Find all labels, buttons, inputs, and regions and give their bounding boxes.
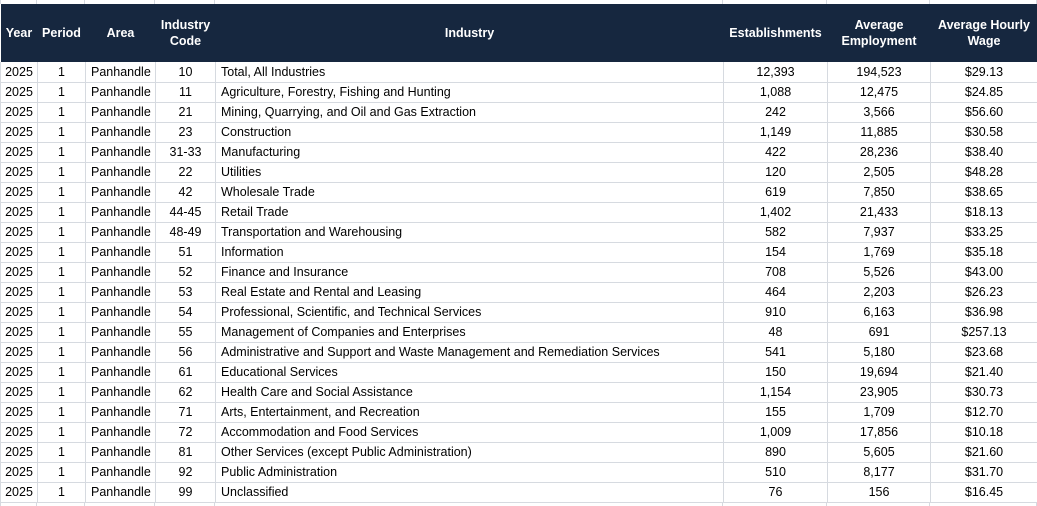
cell-avg-hourly-wage[interactable]: $24.85 xyxy=(931,82,1037,102)
cell-avg-employment[interactable]: 691 xyxy=(828,322,931,342)
cell-avg-employment[interactable]: 5,180 xyxy=(828,342,931,362)
cell-avg-hourly-wage[interactable]: $35.18 xyxy=(931,242,1037,262)
cell-year[interactable]: 2025 xyxy=(1,182,38,202)
cell-industry-code[interactable]: 22 xyxy=(156,162,216,182)
cell-establishments[interactable]: 464 xyxy=(724,282,828,302)
cell-establishments[interactable]: 1,149 xyxy=(724,122,828,142)
cell-year[interactable]: 2025 xyxy=(1,402,38,422)
cell-avg-employment[interactable]: 156 xyxy=(828,482,931,502)
cell-avg-hourly-wage[interactable]: $38.65 xyxy=(931,182,1037,202)
table-row xyxy=(1,462,1037,482)
cell-industry-code[interactable]: 61 xyxy=(156,362,216,382)
table-row xyxy=(1,82,1037,102)
cell-industry[interactable]: Unclassified xyxy=(216,482,724,502)
cell-avg-employment[interactable]: 8,177 xyxy=(828,462,931,482)
cell-area[interactable]: Panhandle xyxy=(86,402,156,422)
cell-industry-code[interactable]: 56 xyxy=(156,342,216,362)
cell-industry[interactable]: Educational Services xyxy=(216,362,724,382)
table-row xyxy=(1,322,1037,342)
cell-industry[interactable]: Information xyxy=(216,242,724,262)
cell-period[interactable]: 1 xyxy=(38,262,86,282)
table-row xyxy=(1,282,1037,302)
cell-avg-employment[interactable]: 5,526 xyxy=(828,262,931,282)
cell-period[interactable]: 1 xyxy=(38,242,86,262)
cell-industry[interactable]: Management of Companies and Enterprises xyxy=(216,322,724,342)
cell-industry-code[interactable]: 31-33 xyxy=(156,142,216,162)
cell-industry-code[interactable]: 21 xyxy=(156,102,216,122)
header-avg-hourly-wage[interactable]: Average Hourly Wage xyxy=(931,4,1037,62)
cell-industry-code[interactable]: 51 xyxy=(156,242,216,262)
cell-industry-code[interactable]: 55 xyxy=(156,322,216,342)
cell-industry[interactable]: Transportation and Warehousing xyxy=(216,222,724,242)
cell-industry[interactable]: Health Care and Social Assistance xyxy=(216,382,724,402)
cell-industry[interactable]: Manufacturing xyxy=(216,142,724,162)
cell-avg-employment[interactable]: 6,163 xyxy=(828,302,931,322)
cell-avg-hourly-wage[interactable]: $56.60 xyxy=(931,102,1037,122)
cell-industry[interactable]: Arts, Entertainment, and Recreation xyxy=(216,402,724,422)
cell-establishments[interactable]: 708 xyxy=(724,262,828,282)
cell-year[interactable]: 2025 xyxy=(1,442,38,462)
cell-period[interactable]: 1 xyxy=(38,402,86,422)
cell-industry-code[interactable]: 42 xyxy=(156,182,216,202)
cell-year[interactable]: 2025 xyxy=(1,242,38,262)
cell-industry[interactable]: Administrative and Support and Waste Management and Remediation Services xyxy=(216,342,724,362)
cell-year[interactable]: 2025 xyxy=(1,202,38,222)
cell-area[interactable]: Panhandle xyxy=(86,222,156,242)
table-row xyxy=(1,402,1037,422)
table-row xyxy=(1,242,1037,262)
cell-avg-hourly-wage[interactable]: $18.13 xyxy=(931,202,1037,222)
header-period[interactable]: Period xyxy=(38,4,86,62)
cell-avg-employment[interactable]: 1,709 xyxy=(828,402,931,422)
partial-row-below xyxy=(0,503,1037,506)
cell-year[interactable]: 2025 xyxy=(1,142,38,162)
table-row xyxy=(1,482,1037,502)
cell-establishments[interactable]: 910 xyxy=(724,302,828,322)
cell-industry[interactable]: Mining, Quarrying, and Oil and Gas Extraction xyxy=(216,102,724,122)
cell-industry[interactable]: Public Administration xyxy=(216,462,724,482)
cell-establishments[interactable]: 150 xyxy=(724,362,828,382)
table-row xyxy=(1,162,1037,182)
table-row xyxy=(1,182,1037,202)
header-row xyxy=(1,4,1037,62)
cell-industry-code[interactable]: 81 xyxy=(156,442,216,462)
cell-area[interactable]: Panhandle xyxy=(86,442,156,462)
cell-establishments[interactable]: 48 xyxy=(724,322,828,342)
table-row xyxy=(1,342,1037,362)
table-body xyxy=(1,62,1037,502)
cell-industry[interactable]: Real Estate and Rental and Leasing xyxy=(216,282,724,302)
cell-industry-code[interactable]: 62 xyxy=(156,382,216,402)
grid-strip-cell xyxy=(723,503,827,506)
cell-industry[interactable]: Wholesale Trade xyxy=(216,182,724,202)
cell-avg-hourly-wage[interactable]: $33.25 xyxy=(931,222,1037,242)
cell-avg-hourly-wage[interactable]: $21.40 xyxy=(931,362,1037,382)
cell-industry[interactable]: Total, All Industries xyxy=(216,62,724,82)
table-row xyxy=(1,362,1037,382)
cell-industry-code[interactable]: 71 xyxy=(156,402,216,422)
cell-avg-employment[interactable]: 23,905 xyxy=(828,382,931,402)
cell-avg-employment[interactable]: 2,203 xyxy=(828,282,931,302)
cell-year[interactable]: 2025 xyxy=(1,102,38,122)
grid-strip-cell xyxy=(723,0,827,4)
cell-period[interactable]: 1 xyxy=(38,302,86,322)
grid-strip-cell xyxy=(155,503,215,506)
cell-industry[interactable]: Retail Trade xyxy=(216,202,724,222)
cell-year[interactable]: 2025 xyxy=(1,382,38,402)
cell-avg-hourly-wage[interactable]: $31.70 xyxy=(931,462,1037,482)
cell-establishments[interactable]: 1,009 xyxy=(724,422,828,442)
cell-avg-hourly-wage[interactable]: $23.68 xyxy=(931,342,1037,362)
cell-area[interactable]: Panhandle xyxy=(86,62,156,82)
cell-industry-code[interactable]: 44-45 xyxy=(156,202,216,222)
grid-strip-cell xyxy=(0,0,37,4)
header-avg-employment[interactable]: Average Employment xyxy=(828,4,931,62)
cell-avg-hourly-wage[interactable]: $30.73 xyxy=(931,382,1037,402)
cell-period[interactable]: 1 xyxy=(38,422,86,442)
cell-area[interactable]: Panhandle xyxy=(86,362,156,382)
cell-period[interactable]: 1 xyxy=(38,322,86,342)
cell-avg-employment[interactable]: 2,505 xyxy=(828,162,931,182)
cell-establishments[interactable]: 582 xyxy=(724,222,828,242)
cell-industry[interactable]: Other Services (except Public Administration) xyxy=(216,442,724,462)
table-row xyxy=(1,102,1037,122)
cell-area[interactable]: Panhandle xyxy=(86,142,156,162)
cell-industry[interactable]: Finance and Insurance xyxy=(216,262,724,282)
cell-avg-hourly-wage[interactable]: $30.58 xyxy=(931,122,1037,142)
grid-strip-cell xyxy=(930,503,1037,506)
cell-year[interactable]: 2025 xyxy=(1,62,38,82)
cell-avg-employment[interactable]: 11,885 xyxy=(828,122,931,142)
cell-period[interactable]: 1 xyxy=(38,222,86,242)
cell-period[interactable]: 1 xyxy=(38,202,86,222)
table-row xyxy=(1,202,1037,222)
cell-establishments[interactable]: 76 xyxy=(724,482,828,502)
cell-avg-employment[interactable]: 7,937 xyxy=(828,222,931,242)
grid-strip-cell xyxy=(827,503,930,506)
cell-period[interactable]: 1 xyxy=(38,482,86,502)
cell-period[interactable]: 1 xyxy=(38,142,86,162)
cell-establishments[interactable]: 242 xyxy=(724,102,828,122)
cell-establishments[interactable]: 510 xyxy=(724,462,828,482)
cell-industry[interactable]: Professional, Scientific, and Technical Services xyxy=(216,302,724,322)
cell-establishments[interactable]: 120 xyxy=(724,162,828,182)
cell-area[interactable]: Panhandle xyxy=(86,262,156,282)
cell-year[interactable]: 2025 xyxy=(1,162,38,182)
cell-period[interactable]: 1 xyxy=(38,462,86,482)
cell-area[interactable]: Panhandle xyxy=(86,382,156,402)
cell-industry[interactable]: Construction xyxy=(216,122,724,142)
grid-strip-cell xyxy=(37,0,85,4)
cell-industry-code[interactable]: 53 xyxy=(156,282,216,302)
cell-avg-hourly-wage[interactable]: $48.28 xyxy=(931,162,1037,182)
cell-avg-hourly-wage[interactable]: $38.40 xyxy=(931,142,1037,162)
cell-year[interactable]: 2025 xyxy=(1,342,38,362)
header-year[interactable]: Year xyxy=(1,4,38,62)
cell-area[interactable]: Panhandle xyxy=(86,162,156,182)
grid-strip-cell xyxy=(215,503,723,506)
table-row xyxy=(1,62,1037,82)
cell-area[interactable]: Panhandle xyxy=(86,422,156,442)
cell-period[interactable]: 1 xyxy=(38,442,86,462)
table-row xyxy=(1,442,1037,462)
cell-establishments[interactable]: 155 xyxy=(724,402,828,422)
header-industry[interactable]: Industry xyxy=(216,4,724,62)
cell-area[interactable]: Panhandle xyxy=(86,102,156,122)
cell-avg-hourly-wage[interactable]: $26.23 xyxy=(931,282,1037,302)
table-row xyxy=(1,382,1037,402)
table-row xyxy=(1,142,1037,162)
cell-area[interactable]: Panhandle xyxy=(86,342,156,362)
cell-establishments[interactable]: 541 xyxy=(724,342,828,362)
header-establishments[interactable]: Establishments xyxy=(724,4,828,62)
cell-avg-employment[interactable]: 17,856 xyxy=(828,422,931,442)
cell-period[interactable]: 1 xyxy=(38,182,86,202)
cell-avg-employment[interactable]: 1,769 xyxy=(828,242,931,262)
cell-year[interactable]: 2025 xyxy=(1,222,38,242)
cell-avg-employment[interactable]: 28,236 xyxy=(828,142,931,162)
cell-period[interactable]: 1 xyxy=(38,342,86,362)
industry-wage-table xyxy=(0,4,1037,503)
cell-establishments[interactable]: 1,088 xyxy=(724,82,828,102)
table-row xyxy=(1,222,1037,242)
cell-industry-code[interactable]: 92 xyxy=(156,462,216,482)
cell-area[interactable]: Panhandle xyxy=(86,482,156,502)
cell-avg-hourly-wage[interactable]: $29.13 xyxy=(931,62,1037,82)
cell-year[interactable]: 2025 xyxy=(1,302,38,322)
grid-strip-cell xyxy=(37,503,85,506)
table-row xyxy=(1,262,1037,282)
cell-year[interactable]: 2025 xyxy=(1,362,38,382)
cell-avg-employment[interactable]: 12,475 xyxy=(828,82,931,102)
cell-year[interactable]: 2025 xyxy=(1,262,38,282)
cell-area[interactable]: Panhandle xyxy=(86,302,156,322)
cell-industry[interactable]: Utilities xyxy=(216,162,724,182)
cell-period[interactable]: 1 xyxy=(38,162,86,182)
cell-establishments[interactable]: 1,154 xyxy=(724,382,828,402)
cell-avg-hourly-wage[interactable]: $12.70 xyxy=(931,402,1037,422)
cell-industry-code[interactable]: 72 xyxy=(156,422,216,442)
header-area[interactable]: Area xyxy=(86,4,156,62)
cell-period[interactable]: 1 xyxy=(38,362,86,382)
cell-area[interactable]: Panhandle xyxy=(86,122,156,142)
cell-avg-hourly-wage[interactable]: $43.00 xyxy=(931,262,1037,282)
cell-year[interactable]: 2025 xyxy=(1,122,38,142)
cell-avg-hourly-wage[interactable]: $10.18 xyxy=(931,422,1037,442)
cell-establishments[interactable]: 890 xyxy=(724,442,828,462)
cell-establishments[interactable]: 619 xyxy=(724,182,828,202)
cell-year[interactable]: 2025 xyxy=(1,482,38,502)
grid-strip-cell xyxy=(215,0,723,4)
table-row xyxy=(1,122,1037,142)
cell-avg-hourly-wage[interactable]: $257.13 xyxy=(931,322,1037,342)
cell-avg-employment[interactable]: 19,694 xyxy=(828,362,931,382)
partial-row-above xyxy=(0,0,1037,4)
cell-avg-employment[interactable]: 7,850 xyxy=(828,182,931,202)
table-row xyxy=(1,302,1037,322)
cell-industry-code[interactable]: 54 xyxy=(156,302,216,322)
cell-area[interactable]: Panhandle xyxy=(86,242,156,262)
header-industry-code[interactable]: Industry Code xyxy=(156,4,216,62)
cell-period[interactable]: 1 xyxy=(38,282,86,302)
cell-area[interactable]: Panhandle xyxy=(86,182,156,202)
cell-industry[interactable]: Agriculture, Forestry, Fishing and Hunting xyxy=(216,82,724,102)
cell-establishments[interactable]: 12,393 xyxy=(724,62,828,82)
cell-establishments[interactable]: 422 xyxy=(724,142,828,162)
grid-strip-cell xyxy=(155,0,215,4)
cell-industry-code[interactable]: 99 xyxy=(156,482,216,502)
grid-strip-cell xyxy=(827,0,930,4)
cell-area[interactable]: Panhandle xyxy=(86,462,156,482)
cell-industry[interactable]: Accommodation and Food Services xyxy=(216,422,724,442)
cell-establishments[interactable]: 1,402 xyxy=(724,202,828,222)
cell-area[interactable]: Panhandle xyxy=(86,282,156,302)
cell-avg-hourly-wage[interactable]: $21.60 xyxy=(931,442,1037,462)
cell-period[interactable]: 1 xyxy=(38,82,86,102)
table-row xyxy=(1,422,1037,442)
cell-period[interactable]: 1 xyxy=(38,62,86,82)
grid-strip-cell xyxy=(930,0,1037,4)
cell-avg-employment[interactable]: 3,566 xyxy=(828,102,931,122)
cell-establishments[interactable]: 154 xyxy=(724,242,828,262)
cell-industry-code[interactable]: 10 xyxy=(156,62,216,82)
cell-area[interactable]: Panhandle xyxy=(86,322,156,342)
cell-year[interactable]: 2025 xyxy=(1,282,38,302)
grid-strip-cell xyxy=(85,0,155,4)
cell-avg-hourly-wage[interactable]: $36.98 xyxy=(931,302,1037,322)
grid-strip-cell xyxy=(0,503,37,506)
cell-avg-employment[interactable]: 5,605 xyxy=(828,442,931,462)
cell-period[interactable]: 1 xyxy=(38,122,86,142)
cell-area[interactable]: Panhandle xyxy=(86,202,156,222)
grid-strip-cell xyxy=(85,503,155,506)
cell-area[interactable]: Panhandle xyxy=(86,82,156,102)
cell-year[interactable]: 2025 xyxy=(1,322,38,342)
cell-industry-code[interactable]: 11 xyxy=(156,82,216,102)
cell-industry-code[interactable]: 48-49 xyxy=(156,222,216,242)
cell-industry-code[interactable]: 52 xyxy=(156,262,216,282)
cell-industry-code[interactable]: 23 xyxy=(156,122,216,142)
cell-avg-employment[interactable]: 21,433 xyxy=(828,202,931,222)
cell-year[interactable]: 2025 xyxy=(1,462,38,482)
cell-year[interactable]: 2025 xyxy=(1,422,38,442)
cell-period[interactable]: 1 xyxy=(38,382,86,402)
cell-avg-hourly-wage[interactable]: $16.45 xyxy=(931,482,1037,502)
cell-year[interactable]: 2025 xyxy=(1,82,38,102)
cell-avg-employment[interactable]: 194,523 xyxy=(828,62,931,82)
cell-period[interactable]: 1 xyxy=(38,102,86,122)
